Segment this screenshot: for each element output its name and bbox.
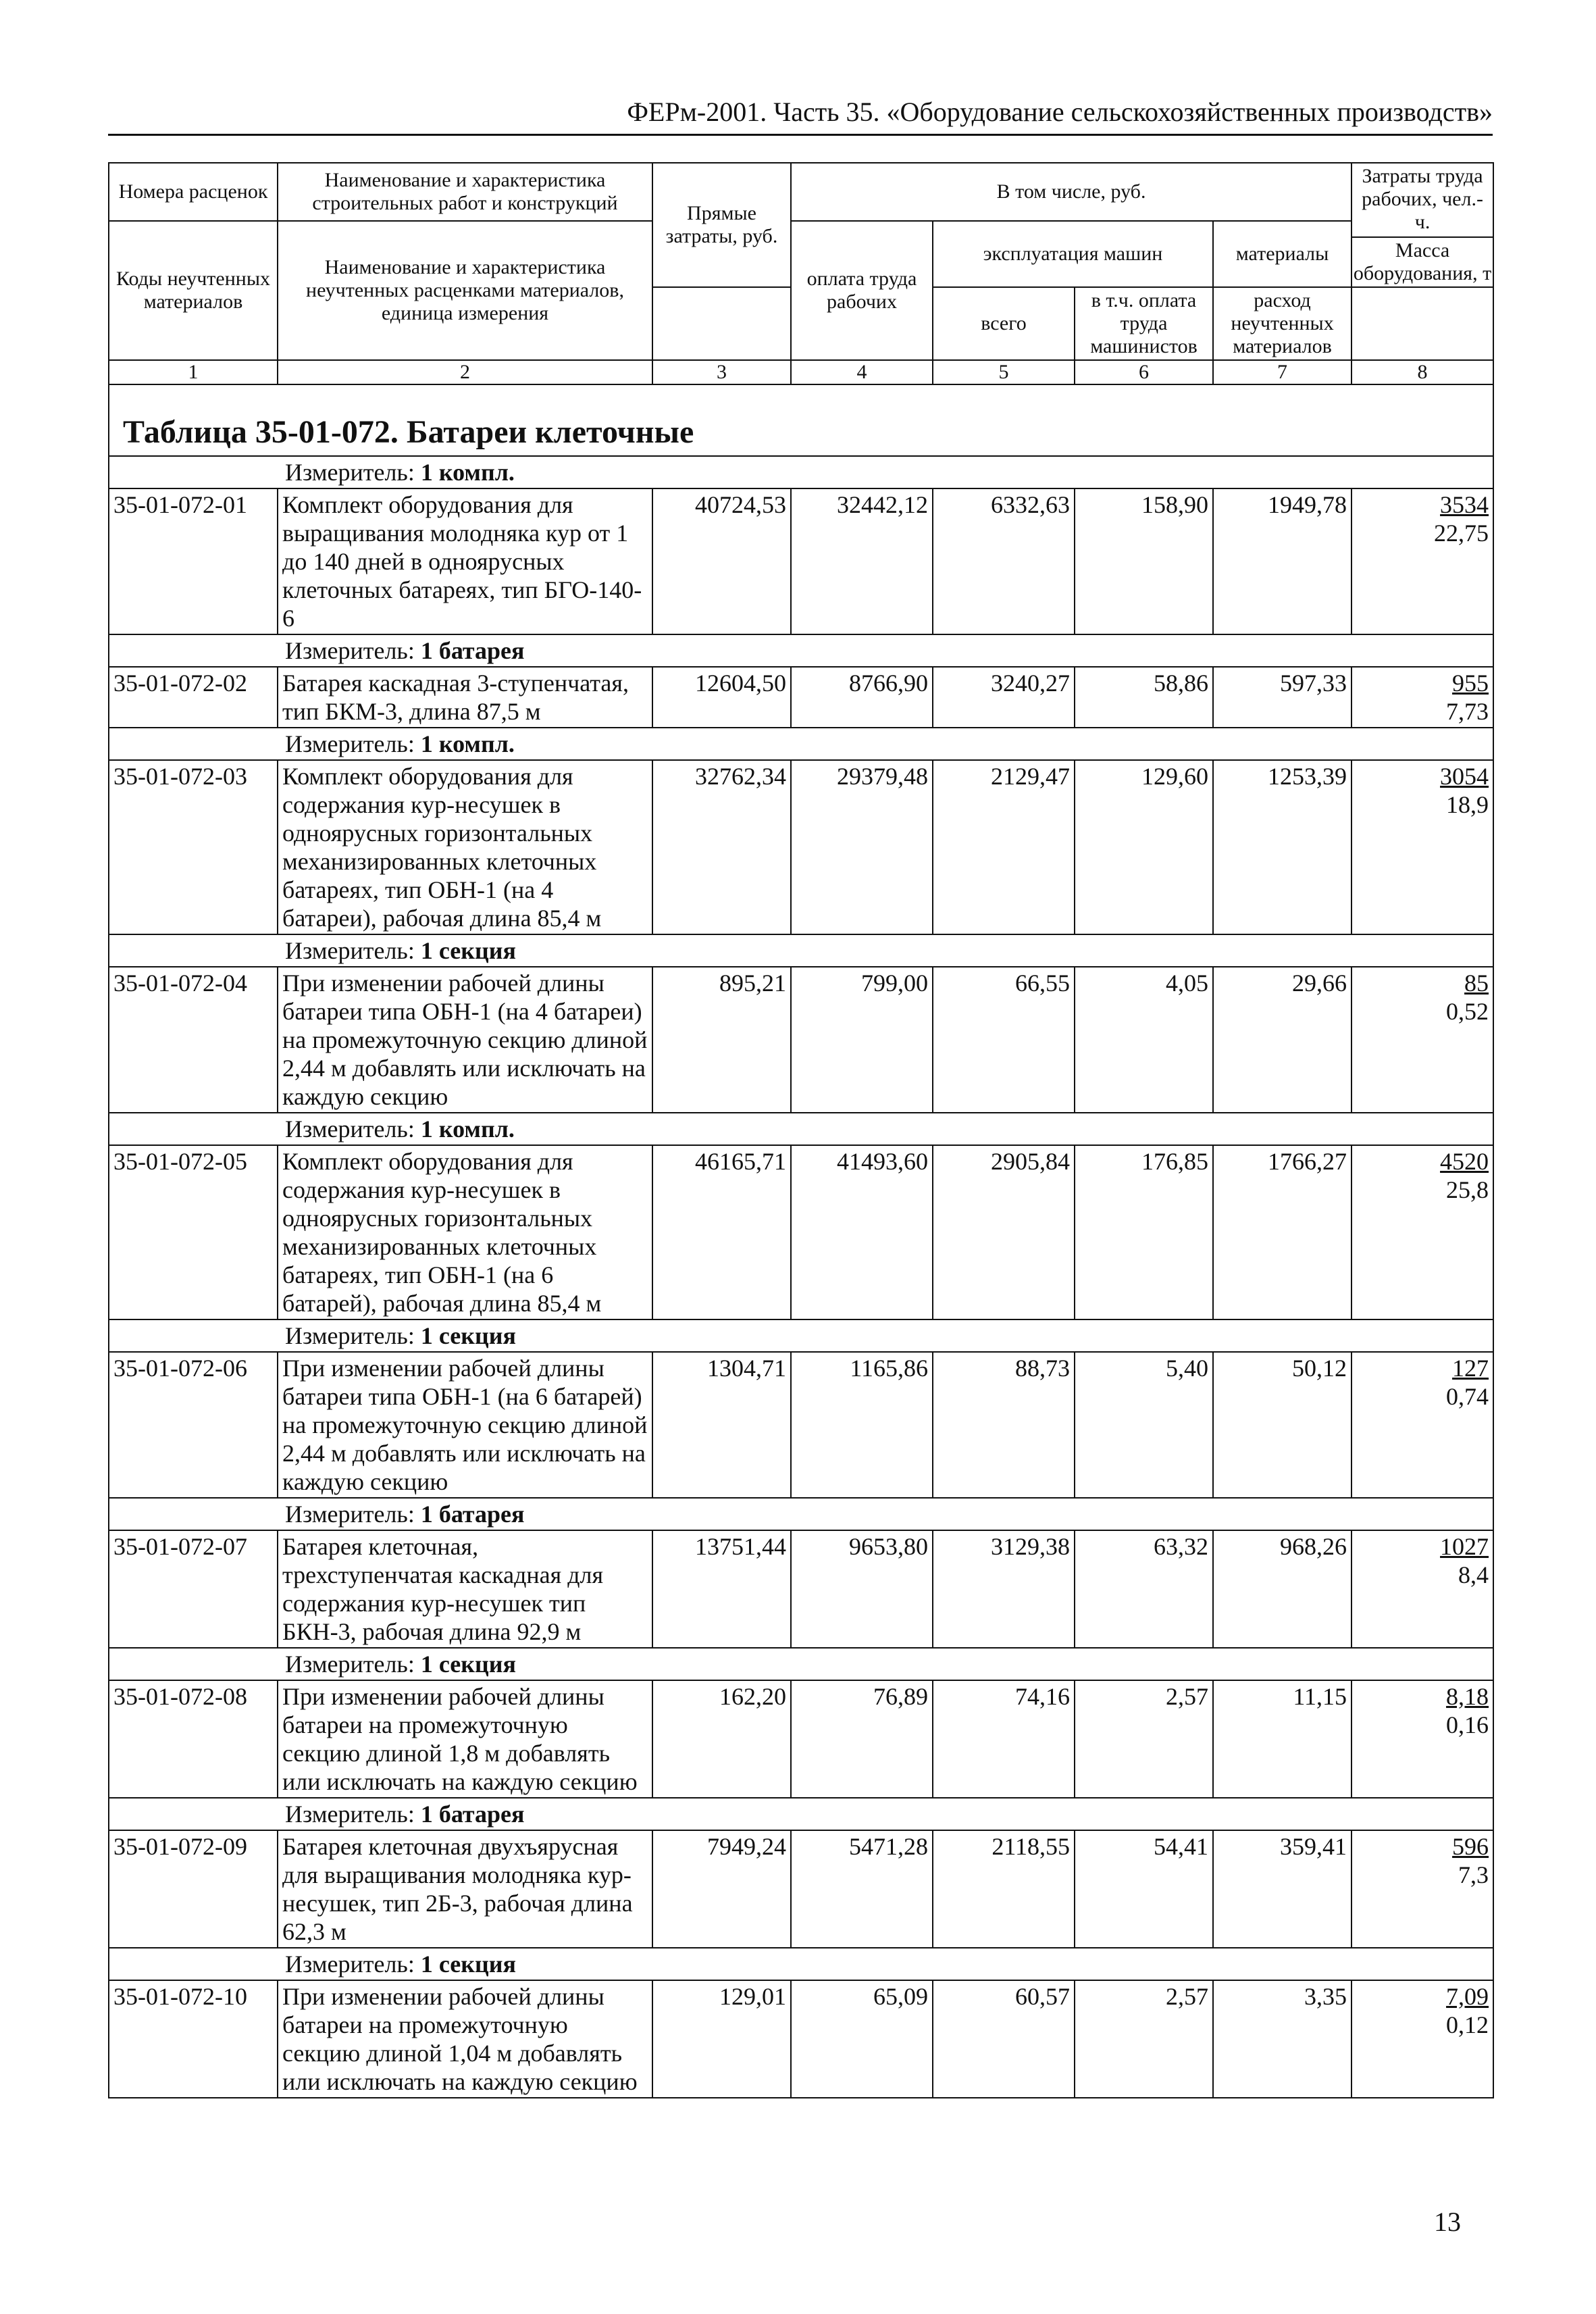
materials-cost: 50,12 <box>1213 1352 1352 1498</box>
header-mass: Масса оборудования, т <box>1352 236 1493 285</box>
meter-row <box>109 1319 1493 1352</box>
labor-pay: 65,09 <box>791 1980 933 2098</box>
meter-unit: 1 компл. <box>420 1115 515 1142</box>
table-row <box>109 488 1493 634</box>
work-description: При изменении рабочей длины батареи типа ОБН-1 (на 6 батарей) на промежуточную секцию длиной 2,44 м добавлять или исключать на каждую секцию <box>278 1352 652 1498</box>
header-material-codes: Коды неучтенных материалов <box>109 221 278 360</box>
labor-and-mass <box>1352 1680 1493 1798</box>
labor-and-mass <box>1352 667 1493 728</box>
header-spacer-2 <box>1352 287 1493 360</box>
labor-hours: 4520 <box>1440 1148 1489 1175</box>
rate-code: 35-01-072-05 <box>109 1145 278 1319</box>
machine-total: 2905,84 <box>933 1145 1075 1319</box>
machine-operator-pay: 4,05 <box>1075 967 1213 1113</box>
labor-hours: 596 <box>1452 1833 1489 1860</box>
work-description: При изменении рабочей длины батареи на промежуточную секцию длиной 1,8 м добавлять или исключать на каждую секцию <box>278 1680 652 1798</box>
meter-label: Измеритель: <box>285 1501 415 1528</box>
machine-operator-pay: 2,57 <box>1075 1980 1213 2098</box>
header-names <box>278 163 652 221</box>
labor-hours: 85 <box>1464 970 1489 997</box>
materials-cost: 29,66 <box>1213 967 1352 1113</box>
meter-label: Измеритель: <box>285 1115 415 1142</box>
table-row <box>109 967 1493 1113</box>
direct-costs: 895,21 <box>652 967 791 1113</box>
header-labor-cost: Затраты труда рабочих, чел.-ч. <box>1362 165 1483 233</box>
machine-operator-pay: 63,32 <box>1075 1530 1213 1648</box>
meter-unit: 1 батарея <box>420 637 525 664</box>
equipment-mass: 25,8 <box>1446 1176 1489 1203</box>
meter-unit: 1 компл. <box>420 459 515 486</box>
meter-unit: 1 батарея <box>420 1501 525 1528</box>
work-description: Комплект оборудования для содержания кур-несушек в одноярусных горизонтальных механизированных клеточных батареях, тип ОБН-1 (на 4 батареи), рабочая длина 85,4 м <box>278 760 652 934</box>
equipment-mass: 18,9 <box>1446 791 1489 818</box>
labor-hours: 127 <box>1452 1355 1489 1382</box>
direct-costs: 13751,44 <box>652 1530 791 1648</box>
column-numbers-row <box>109 360 1493 384</box>
materials-cost: 359,41 <box>1213 1830 1352 1948</box>
labor-pay: 32442,12 <box>791 488 933 634</box>
equipment-mass: 7,73 <box>1446 698 1489 725</box>
labor-and-mass <box>1352 1145 1493 1319</box>
meter-label: Измеритель: <box>285 459 415 486</box>
machine-total: 66,55 <box>933 967 1075 1113</box>
equipment-mass: 0,52 <box>1446 998 1489 1025</box>
rate-code: 35-01-072-10 <box>109 1980 278 2098</box>
materials-cost: 1253,39 <box>1213 760 1352 934</box>
materials-cost: 1766,27 <box>1213 1145 1352 1319</box>
meter-row <box>109 728 1493 760</box>
work-description: При изменении рабочей длины батареи типа ОБН-1 (на 4 батареи) на промежуточную секцию длиной 2,44 м добавлять или исключать на каждую секцию <box>278 967 652 1113</box>
direct-costs: 40724,53 <box>652 488 791 634</box>
machine-total: 74,16 <box>933 1680 1075 1798</box>
header-code-numbers: Номера расценок <box>118 180 268 203</box>
table-row <box>109 1530 1493 1648</box>
header-including: В том числе, руб. <box>791 163 1352 221</box>
header-machine-pay: в т.ч. оплата труда машинистов <box>1075 287 1213 360</box>
meter-row <box>109 1113 1493 1145</box>
running-header: ФЕРм-2001. Часть 35. «Оборудование сельскохозяйственных производств» <box>108 95 1493 136</box>
rate-code: 35-01-072-07 <box>109 1530 278 1648</box>
machine-operator-pay: 2,57 <box>1075 1680 1213 1798</box>
labor-hours: 3534 <box>1440 491 1489 518</box>
machine-total: 3129,38 <box>933 1530 1075 1648</box>
meter-label: Измеритель: <box>285 937 415 964</box>
rate-code: 35-01-072-04 <box>109 967 278 1113</box>
work-description: Батарея каскадная 3-ступенчатая, тип БКМ-3, длина 87,5 м <box>278 667 652 728</box>
materials-cost: 597,33 <box>1213 667 1352 728</box>
labor-hours: 955 <box>1452 670 1489 697</box>
labor-pay: 29379,48 <box>791 760 933 934</box>
table-row <box>109 1980 1493 2098</box>
rate-code: 35-01-072-03 <box>109 760 278 934</box>
labor-and-mass <box>1352 1980 1493 2098</box>
table-row <box>109 760 1493 934</box>
meter-label: Измеритель: <box>285 1322 415 1349</box>
meter-row <box>109 456 1493 488</box>
col-number: 7 <box>1213 360 1352 384</box>
machine-total: 60,57 <box>933 1980 1075 2098</box>
meter-label: Измеритель: <box>285 637 415 664</box>
meter-row <box>109 1948 1493 1980</box>
meter-row <box>109 934 1493 967</box>
col-number: 8 <box>1352 360 1493 384</box>
direct-costs: 46165,71 <box>652 1145 791 1319</box>
col-number: 4 <box>791 360 933 384</box>
header-labor <box>1352 163 1493 287</box>
meter-label: Измеритель: <box>285 730 415 757</box>
header-machine-total: всего <box>933 287 1075 360</box>
meter-row <box>109 1798 1493 1830</box>
meter-label: Измеритель: <box>285 1801 415 1828</box>
work-description: Батарея клеточная, трехступенчатая каскадная для содержания кур-несушек тип БКН-3, рабочая длина 92,9 м <box>278 1530 652 1648</box>
table-row <box>109 1352 1493 1498</box>
labor-pay: 41493,60 <box>791 1145 933 1319</box>
equipment-mass: 0,12 <box>1446 2011 1489 2038</box>
labor-pay: 9653,80 <box>791 1530 933 1648</box>
equipment-mass: 22,75 <box>1434 520 1489 547</box>
equipment-mass: 0,74 <box>1446 1383 1489 1410</box>
labor-and-mass <box>1352 967 1493 1113</box>
labor-pay: 799,00 <box>791 967 933 1113</box>
col-number: 3 <box>652 360 791 384</box>
col-number: 1 <box>109 360 278 384</box>
table-title: Таблица 35-01-072. Батареи клеточные <box>123 414 694 450</box>
header-codes <box>109 163 278 221</box>
work-description: Батарея клеточная двухъярусная для выращивания молодняка кур-несушек, тип 2Б-3, рабочая длина 62,3 м <box>278 1830 652 1948</box>
meter-row <box>109 1498 1493 1530</box>
direct-costs: 129,01 <box>652 1980 791 2098</box>
labor-pay: 5471,28 <box>791 1830 933 1948</box>
machine-operator-pay: 158,90 <box>1075 488 1213 634</box>
table-row <box>109 667 1493 728</box>
labor-and-mass <box>1352 1352 1493 1498</box>
machine-operator-pay: 54,41 <box>1075 1830 1213 1948</box>
meter-row <box>109 1648 1493 1680</box>
direct-costs: 162,20 <box>652 1680 791 1798</box>
col-number: 5 <box>933 360 1075 384</box>
labor-and-mass <box>1352 760 1493 934</box>
direct-costs: 12604,50 <box>652 667 791 728</box>
materials-cost: 11,15 <box>1213 1680 1352 1798</box>
equipment-mass: 8,4 <box>1458 1561 1489 1588</box>
labor-pay: 1165,86 <box>791 1352 933 1498</box>
machine-operator-pay: 129,60 <box>1075 760 1213 934</box>
labor-hours: 7,09 <box>1446 1983 1489 2010</box>
materials-cost: 968,26 <box>1213 1530 1352 1648</box>
work-description: При изменении рабочей длины батареи на промежуточную секцию длиной 1,04 м добавлять или исключать на каждую секцию <box>278 1980 652 2098</box>
rate-code: 35-01-072-09 <box>109 1830 278 1948</box>
header-material-names: Наименование и характеристика неучтенных расценками материалов, единица измерения <box>278 221 652 360</box>
labor-and-mass <box>1352 488 1493 634</box>
meter-label: Измеритель: <box>285 1951 415 1978</box>
meter-unit: 1 батарея <box>420 1801 525 1828</box>
labor-pay: 8766,90 <box>791 667 933 728</box>
table-row <box>109 1680 1493 1798</box>
machine-operator-pay: 5,40 <box>1075 1352 1213 1498</box>
labor-pay: 76,89 <box>791 1680 933 1798</box>
direct-costs: 7949,24 <box>652 1830 791 1948</box>
labor-and-mass <box>1352 1830 1493 1948</box>
work-description: Комплект оборудования для выращивания молодняка кур от 1 до 140 дней в одноярусных клеточных батареях, тип БГО-140-6 <box>278 488 652 634</box>
labor-hours: 8,18 <box>1446 1683 1489 1710</box>
header-direct-costs: Прямые затраты, руб. <box>652 163 791 287</box>
meter-unit: 1 секция <box>420 1951 516 1978</box>
meter-unit: 1 секция <box>420 1322 516 1349</box>
labor-hours: 3054 <box>1440 763 1489 790</box>
direct-costs: 32762,34 <box>652 760 791 934</box>
direct-costs: 1304,71 <box>652 1352 791 1498</box>
machine-total: 6332,63 <box>933 488 1075 634</box>
machine-total: 3240,27 <box>933 667 1075 728</box>
rate-code: 35-01-072-02 <box>109 667 278 728</box>
col-number: 6 <box>1075 360 1213 384</box>
header-labor-pay: оплата труда рабочих <box>791 221 933 360</box>
col-number: 2 <box>278 360 652 384</box>
meter-row <box>109 634 1493 667</box>
rate-code: 35-01-072-06 <box>109 1352 278 1498</box>
meter-unit: 1 секция <box>420 937 516 964</box>
rate-code: 35-01-072-08 <box>109 1680 278 1798</box>
machine-operator-pay: 58,86 <box>1075 667 1213 728</box>
labor-and-mass <box>1352 1530 1493 1648</box>
header-spacer <box>652 287 791 360</box>
rate-code: 35-01-072-01 <box>109 488 278 634</box>
machine-total: 2129,47 <box>933 760 1075 934</box>
meter-unit: 1 компл. <box>420 730 515 757</box>
equipment-mass: 7,3 <box>1458 1861 1489 1888</box>
header-machine-op: эксплуатация машин <box>933 221 1213 287</box>
equipment-mass: 0,16 <box>1446 1711 1489 1738</box>
machine-operator-pay: 176,85 <box>1075 1145 1213 1319</box>
rates-table <box>108 162 1494 2098</box>
header-name-works: Наименование и характеристика строительных работ и конструкций <box>312 169 618 214</box>
table-body <box>109 384 1493 2098</box>
table-header <box>109 163 1493 384</box>
header-materials: материалы <box>1213 221 1352 287</box>
materials-cost: 3,35 <box>1213 1980 1352 2098</box>
work-description: Комплект оборудования для содержания кур-несушек в одноярусных горизонтальных механизированных клеточных батареях, тип ОБН-1 (на 6 батарей), рабочая длина 85,4 м <box>278 1145 652 1319</box>
meter-unit: 1 секция <box>420 1651 516 1678</box>
meter-label: Измеритель: <box>285 1651 415 1678</box>
machine-total: 2118,55 <box>933 1830 1075 1948</box>
table-row <box>109 1830 1493 1948</box>
machine-total: 88,73 <box>933 1352 1075 1498</box>
labor-hours: 1027 <box>1440 1533 1489 1560</box>
header-materials-use: расход неучтенных материалов <box>1213 287 1352 360</box>
page-number: 13 <box>1434 2207 1461 2237</box>
table-row <box>109 1145 1493 1319</box>
materials-cost: 1949,78 <box>1213 488 1352 634</box>
table-title-row <box>109 384 1493 456</box>
